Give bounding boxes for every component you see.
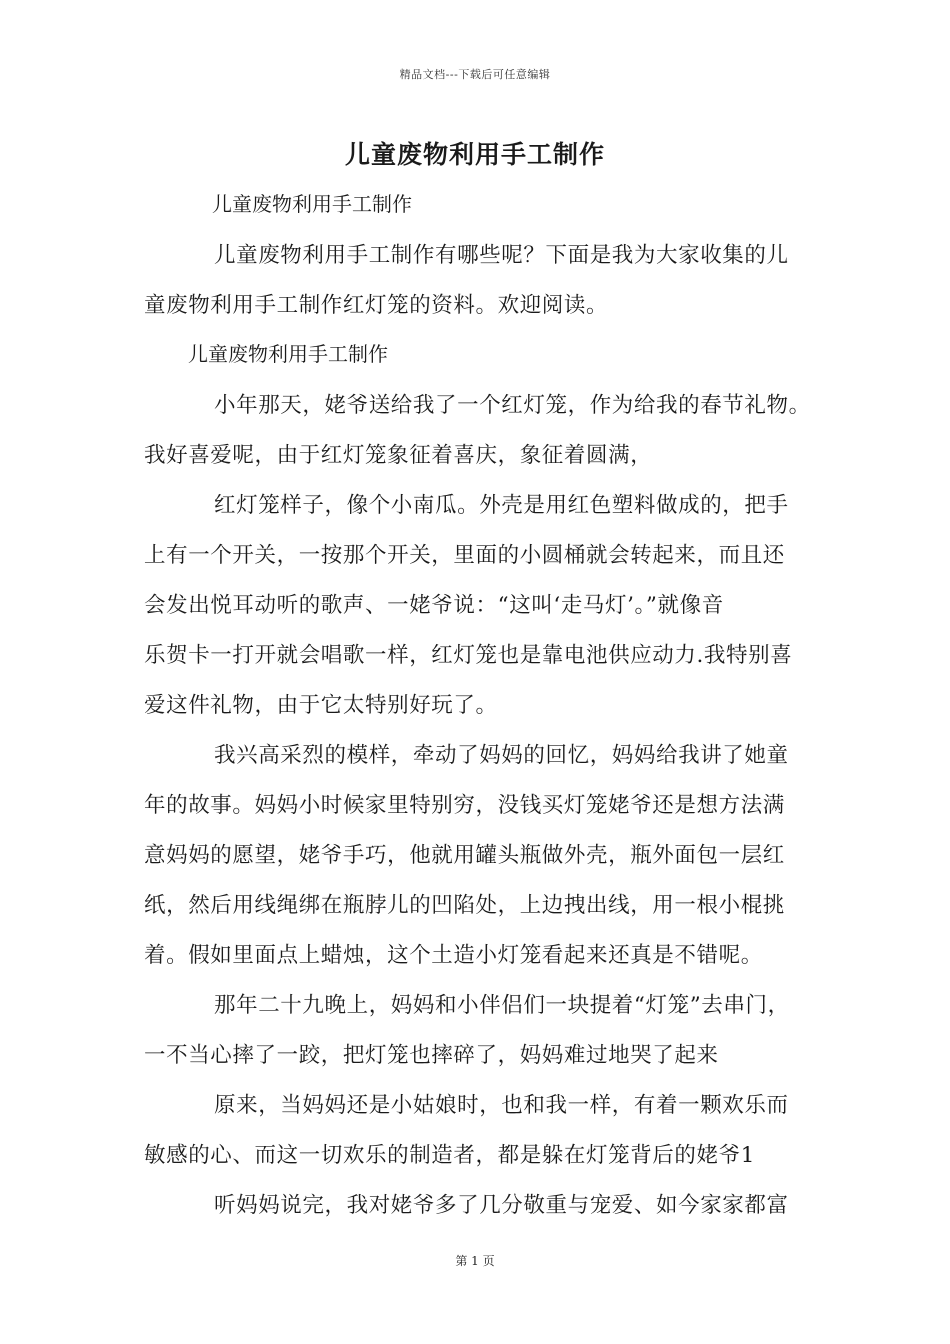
paragraph-line: 上有一个开关，一按那个开关，里面的小圆桶就会转起来，而且还 bbox=[144, 543, 785, 568]
paragraph-line: 一不当心摔了一跤，把灯笼也摔碎了，妈妈难过地哭了起来 bbox=[144, 1043, 719, 1068]
section-heading: 儿童废物利用手工制作 bbox=[212, 192, 412, 216]
section-heading: 儿童废物利用手工制作 bbox=[188, 342, 388, 366]
paragraph-line: 儿童废物利用手工制作有哪些呢？下面是我为大家收集的儿 bbox=[214, 243, 789, 268]
document-title: 儿童废物利用手工制作 bbox=[344, 140, 605, 169]
paragraph-line: 童废物利用手工制作红灯笼的资料。欢迎阅读。 bbox=[144, 293, 609, 318]
paragraph-line: 意妈妈的愿望，姥爷手巧，他就用罐头瓶做外壳，瓶外面包一层红 bbox=[144, 843, 785, 868]
paragraph-line: 我兴高采烈的模样，牵动了妈妈的回忆，妈妈给我讲了她童 bbox=[214, 743, 789, 768]
paragraph-line: 那年二十九晚上，妈妈和小伴侣们一块提着“灯笼”去串门， bbox=[214, 993, 790, 1018]
paragraph-line: 乐贺卡一打开就会唱歌一样，红灯笼也是靠电池供应动力.我特别喜 bbox=[144, 643, 793, 668]
paragraph-line: 小年那天，姥爷送给我了一个红灯笼，作为给我的春节礼物。 bbox=[214, 393, 811, 418]
paragraph-line: 着。假如里面点上蜡烛，这个土造小灯笼看起来还真是不错呢。 bbox=[144, 943, 763, 968]
paragraph-line: 听妈妈说完，我对姥爷多了几分敬重与宠爱、如今家家都富 bbox=[214, 1193, 789, 1218]
paragraph-line: 红灯笼样子，像个小南瓜。外壳是用红色塑料做成的，把手 bbox=[214, 493, 789, 518]
paragraph-line: 会发出悦耳动听的歌声、一姥爷说：“这叫‘走马灯’。”就像音 bbox=[144, 593, 724, 618]
paragraph-line: 纸，然后用线绳绑在瓶脖儿的凹陷处，上边拽出线，用一根小棍挑 bbox=[144, 893, 785, 918]
paragraph-line: 原来，当妈妈还是小姑娘时，也和我一样，有着一颗欢乐而 bbox=[214, 1093, 789, 1118]
paragraph-line: 我好喜爱呢，由于红灯笼象征着喜庆，象征着圆满， bbox=[144, 443, 653, 468]
paragraph-line: 敏感的心、而这一切欢乐的制造者，都是躲在灯笼背后的姥爷1 bbox=[144, 1143, 755, 1168]
page-number: 第 1 页 bbox=[455, 1254, 495, 1268]
paragraph-line: 爱这件礼物，由于它太特别好玩了。 bbox=[144, 693, 498, 718]
page-header: 精品文档---下载后可任意编辑 bbox=[399, 68, 551, 81]
paragraph-line: 年的故事。妈妈小时候家里特别穷，没钱买灯笼姥爷还是想方法满 bbox=[144, 793, 785, 818]
